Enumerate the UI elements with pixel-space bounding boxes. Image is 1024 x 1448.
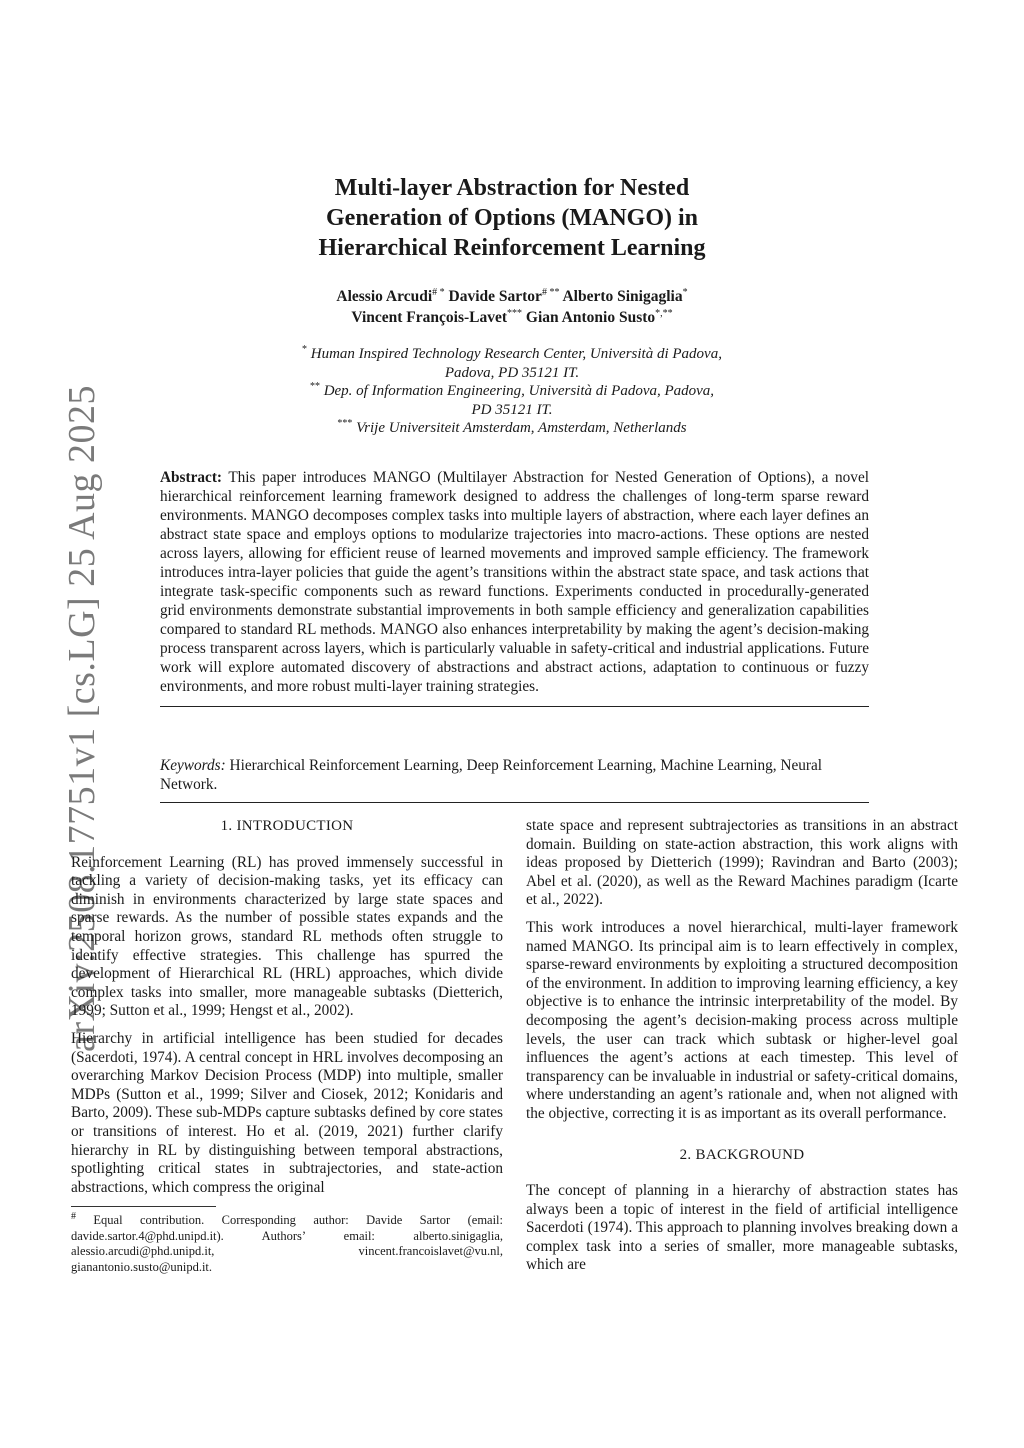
- left-column: [71, 817, 503, 1275]
- arxiv-identifier: arXiv:2508.17751v1 [cs.LG] 25 Aug 2025: [61, 384, 103, 1052]
- title-line: Multi-layer Abstraction for Nested: [334, 175, 690, 201]
- affiliation-text: Padova, PD 35121 IT.: [444, 364, 580, 381]
- affiliation-text: PD 35121 IT.: [471, 401, 553, 418]
- author-mark: ***: [507, 307, 523, 319]
- paragraph: Hierarchy in artificial intelligence has been studied for decades (Sacerdoti, 1974). A central concept in HRL involves decomposing an overarching Markov Decision Process (MDP) into multiple, smaller MDPs (Sutton et al., 1999; Silver and Ciosek, 2012; Konidaris and Barto, 2009). These sub-MDPs capture subtasks defined by core states or transitions of interest. Ho et al. (2019, 2021) further clarify hierarchy in RL by distinguishing between temporal abstractions, spotlighting critical states in subtrajectories, and state-action abstractions, which compress the original: [71, 1029, 503, 1196]
- affiliation-mark: **: [309, 381, 320, 392]
- affiliation-text: Dep. of Information Engineering, Università di Padova, Padova,: [323, 383, 715, 399]
- author-mark: *: [682, 286, 688, 298]
- author-list: [210, 286, 814, 328]
- affiliations: [200, 345, 824, 438]
- author-name: Alberto Sinigaglia: [562, 288, 683, 305]
- affiliation-mark: *: [302, 344, 308, 355]
- title-line: Hierarchical Reinforcement Learning: [318, 235, 706, 261]
- footnote-mark: #: [71, 1211, 76, 1223]
- author-name: Davide Sartor: [448, 288, 542, 305]
- paragraph: This work introduces a novel hierarchical, multi-layer framework named MANGO. Its principal aim is to learn effectively in complex, sparse-reward environments by exploiting a structured decomposition of the environment. In addition to improving learning efficiency, a key objective is to enhance the intrinsic interpretability of the model. By decomposing the agent’s decision-making process across multiple levels, the user can track which subtask or higher-level goal influences the agent’s actions at each timestep. This level of transparency can be invaluable in industrial or safety-critical domains, where understanding an agent’s rationale and, when not aligned with the objective, correcting it is as important as its overall performance.: [526, 918, 959, 1122]
- paragraph: Reinforcement Learning (RL) has proved immensely successful in tackling a variety of decision-making tasks, yet its efficacy can diminish in environments characterized by large state spaces and sparse rewards. As the number of possible states expands and the temporal horizon grows, standard RL methods often struggle to identify effective strategies. This challenge has spurred the development of Hierarchical RL (HRL) approaches, which divide complex tasks into smaller, more manageable subtasks (Dietterich, 1999; Sutton et al., 1999; Hengst et al., 2002).: [71, 853, 503, 1020]
- affiliation-mark: ***: [337, 418, 353, 429]
- keywords: [160, 756, 869, 803]
- footnote-text: Equal contribution. Corresponding author: Davide Sartor (email: davide.sartor.4@phd.unipd.it). Authors’ email: alberto.sinigaglia, alessio.arcudi@phd.unipd.it, vincent.francoislavet@vu.nl, gianantonio.susto@unipd.it.: [71, 1213, 504, 1274]
- paragraph: The concept of planning in a hierarchy of abstraction states has always been a topic of interest in the field of artificial intelligence Sacerdoti (1974). This approach to planning involves breaking down a complex task into a series of smaller, more manageable subtasks, which are: [526, 1182, 958, 1274]
- right-column: [526, 817, 958, 1284]
- keywords-label: Keywords:: [160, 757, 226, 774]
- abstract: [160, 468, 869, 707]
- title-line: Generation of Options (MANGO) in: [326, 205, 698, 231]
- section-heading: 1. INTRODUCTION: [220, 818, 354, 834]
- author-name: Alessio Arcudi: [336, 288, 433, 305]
- author-name: Vincent François-Lavet: [351, 309, 508, 326]
- paper-title: [210, 173, 814, 263]
- affiliation-text: Vrije Universiteit Amsterdam, Amsterdam, Netherlands: [356, 420, 687, 436]
- author-mark: # *: [432, 286, 445, 298]
- author-name: Gian Antonio Susto: [525, 309, 656, 326]
- keywords-text: Hierarchical Reinforcement Learning, Deep Reinforcement Learning, Machine Learning, Neural Network.: [160, 757, 823, 793]
- footnote-rule: [71, 1206, 216, 1207]
- author-mark: # **: [541, 286, 560, 298]
- abstract-text: This paper introduces MANGO (Multilayer Abstraction for Nested Generation of Options), a novel hierarchical reinforcement learning framework designed to address the challenges of long-term sparse reward environments. MANGO decomposes complex tasks into multiple layers of abstraction, where each layer defines an abstract state space and employs options to modularize trajectories into macro-actions. These options are nested across layers, allowing for efficient reuse of learned movements and improved sample efficiency. The framework introduces intra-layer policies that guide the agent’s transitions within the abstract state space, and task actions that integrate task-specific components such as reward functions. Experiments conducted in procedurally-generated grid environments demonstrate substantial improvements in both sample efficiency and generalization capabilities compared to standard RL methods. MANGO also enhances interpretability by making the agent’s decision-making process transparent across layers, which is particularly valuable in safety-critical and industrial applications. Future work will explore automated discovery of abstractions and abstract actions, adaptation to continuous or fuzzy environments, and more robust multi-layer training strategies.: [160, 469, 869, 695]
- section-heading: 2. BACKGROUND: [679, 1146, 805, 1163]
- paragraph: state space and represent subtrajectories as transitions in an abstract domain. Building on state-action abstraction, this work aligns with ideas proposed by Dietterich (1999); Ravindran and Barto (2003); Abel et al. (2020), as well as the Reward Machines paradigm (Icarte et al., 2022).: [526, 817, 958, 909]
- affiliation-text: Human Inspired Technology Research Center, Università di Padova,: [310, 346, 722, 362]
- author-mark: *,**: [655, 307, 673, 319]
- footnote: [71, 1213, 503, 1275]
- abstract-label: Abstract:: [160, 469, 223, 486]
